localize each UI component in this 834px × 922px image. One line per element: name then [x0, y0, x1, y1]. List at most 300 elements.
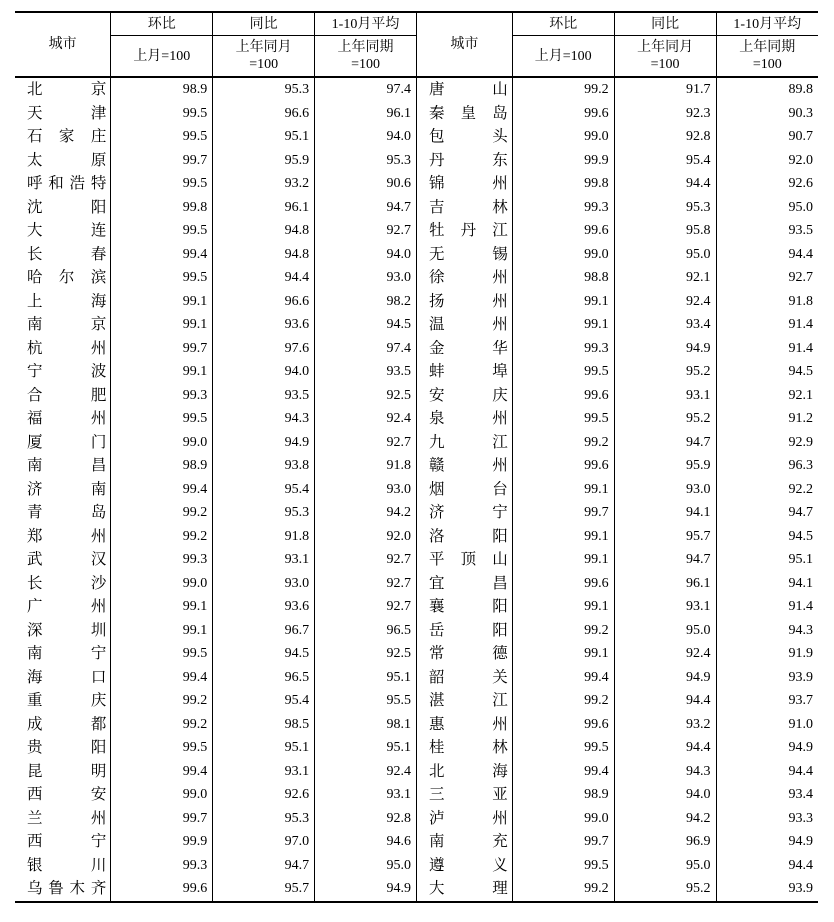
cell-avg-right: 89.8	[716, 77, 818, 102]
header-avg-base-line2: =100	[752, 57, 782, 72]
cell-avg-right: 93.3	[716, 807, 818, 831]
cell-avg-left: 92.4	[315, 760, 417, 784]
cell-city-right: 泸州	[416, 807, 512, 831]
cell-mom-left: 99.5	[111, 125, 213, 149]
cell-yoy-left: 95.9	[213, 149, 315, 173]
cell-avg-right: 96.3	[716, 454, 818, 478]
cell-city-left: 昆明	[27, 761, 107, 780]
cell-yoy-left: 98.5	[213, 713, 315, 737]
cell-yoy-right: 96.1	[614, 572, 716, 596]
header-avg-base-line1: 上年同期	[337, 40, 394, 55]
table-row	[15, 877, 818, 902]
cell-yoy-left: 95.1	[213, 736, 315, 760]
cell-mom-right: 99.6	[512, 384, 614, 408]
cell-avg-left: 92.7	[315, 219, 417, 243]
table-row	[15, 736, 818, 760]
cell-yoy-left: 94.8	[213, 219, 315, 243]
cell-avg-right: 91.2	[716, 407, 818, 431]
header-city-right: 城市	[416, 12, 512, 77]
cell-yoy-right: 94.4	[614, 172, 716, 196]
cell-avg-right: 91.4	[716, 337, 818, 361]
cell-city-right: 九江	[416, 431, 512, 455]
cell-avg-left: 96.5	[315, 619, 417, 643]
cell-mom-right: 99.2	[512, 689, 614, 713]
cell-avg-left: 92.4	[315, 407, 417, 431]
cell-mom-left: 99.5	[111, 102, 213, 126]
cell-avg-right: 94.9	[716, 830, 818, 854]
cell-yoy-right: 92.1	[614, 266, 716, 290]
table-row	[15, 266, 818, 290]
cell-yoy-left: 95.3	[213, 501, 315, 525]
cell-avg-left: 92.0	[315, 525, 417, 549]
cell-city-left: 宁波	[27, 362, 107, 381]
cell-city-right: 三亚	[416, 783, 512, 807]
cell-avg-right: 95.1	[716, 548, 818, 572]
cell-city-left: 上海	[27, 291, 107, 310]
table-row	[15, 77, 818, 102]
table-header	[15, 12, 818, 77]
cell-yoy-right: 95.2	[614, 407, 716, 431]
cell-city-left: 西安	[27, 785, 107, 804]
cell-city-left: 成都	[27, 714, 107, 733]
cell-mom-right: 99.5	[512, 854, 614, 878]
cell-yoy-right: 95.2	[614, 877, 716, 902]
cell-mom-left: 98.9	[111, 454, 213, 478]
cell-avg-left: 95.0	[315, 854, 417, 878]
cell-avg-left: 92.5	[315, 642, 417, 666]
cell-mom-right: 99.2	[512, 431, 614, 455]
cell-avg-left: 97.4	[315, 337, 417, 361]
cell-mom-right: 98.8	[512, 266, 614, 290]
cell-yoy-right: 93.1	[614, 595, 716, 619]
cell-yoy-left: 95.4	[213, 689, 315, 713]
cell-avg-left: 92.7	[315, 548, 417, 572]
cell-mom-right: 99.1	[512, 313, 614, 337]
cell-yoy-right: 95.0	[614, 854, 716, 878]
cell-city-right: 丹东	[416, 149, 512, 173]
cell-city-right: 包头	[416, 125, 512, 149]
cell-avg-right: 92.9	[716, 431, 818, 455]
table-row	[15, 572, 818, 596]
cell-yoy-right: 94.7	[614, 431, 716, 455]
header-avg-base-line2: =100	[351, 57, 380, 72]
cell-mom-left: 99.3	[111, 384, 213, 408]
cell-mom-right: 99.6	[512, 572, 614, 596]
cell-city-left: 重庆	[27, 691, 107, 710]
cell-avg-left: 94.9	[315, 877, 417, 902]
cell-city-right: 大理	[416, 877, 512, 902]
cell-city-right: 惠州	[416, 713, 512, 737]
cell-city-left: 天津	[27, 103, 107, 122]
cell-city-left: 深圳	[27, 620, 107, 639]
cell-mom-left: 99.3	[111, 548, 213, 572]
table-row	[15, 243, 818, 267]
cell-yoy-right: 92.4	[614, 290, 716, 314]
cell-yoy-right: 95.0	[614, 619, 716, 643]
cell-mom-right: 99.6	[512, 102, 614, 126]
cell-yoy-left: 96.6	[213, 102, 315, 126]
cell-mom-right: 99.3	[512, 196, 614, 220]
cell-mom-right: 99.2	[512, 77, 614, 102]
cell-city-right: 金华	[416, 337, 512, 361]
cell-yoy-left: 96.6	[213, 290, 315, 314]
cell-mom-right: 99.9	[512, 149, 614, 173]
cell-mom-right: 99.6	[512, 219, 614, 243]
cell-mom-right: 99.8	[512, 172, 614, 196]
cell-city-left: 石家庄	[27, 127, 107, 146]
cell-avg-left: 95.3	[315, 149, 417, 173]
header-yoy-base-line2: =100	[249, 57, 279, 72]
cell-yoy-right: 94.1	[614, 501, 716, 525]
cell-city-right: 襄阳	[416, 595, 512, 619]
header-avg-base-left	[315, 36, 417, 78]
cell-avg-left: 95.1	[315, 736, 417, 760]
cell-mom-left: 99.4	[111, 478, 213, 502]
cell-mom-left: 99.4	[111, 666, 213, 690]
cell-avg-right: 95.0	[716, 196, 818, 220]
cell-avg-right: 93.9	[716, 666, 818, 690]
cell-yoy-right: 92.4	[614, 642, 716, 666]
cell-yoy-left: 93.0	[213, 572, 315, 596]
cell-mom-right: 99.1	[512, 595, 614, 619]
table-row	[15, 337, 818, 361]
cell-city-right: 扬州	[416, 290, 512, 314]
table-row	[15, 125, 818, 149]
cell-mom-left: 98.9	[111, 77, 213, 102]
cell-yoy-right: 94.4	[614, 689, 716, 713]
header-yoy-base-left	[213, 36, 315, 78]
cell-avg-right: 94.7	[716, 501, 818, 525]
cell-avg-right: 94.9	[716, 736, 818, 760]
cell-city-right: 吉林	[416, 196, 512, 220]
cell-avg-right: 93.4	[716, 783, 818, 807]
cell-yoy-left: 94.4	[213, 266, 315, 290]
cell-mom-left: 99.0	[111, 783, 213, 807]
cell-city-right: 秦皇岛	[416, 102, 512, 126]
cell-avg-right: 93.9	[716, 877, 818, 902]
cell-yoy-left: 95.3	[213, 77, 315, 102]
header-mom-base-left: 上月=100	[111, 36, 213, 78]
cell-city-right: 烟台	[416, 478, 512, 502]
cell-city-left: 南宁	[27, 644, 107, 663]
cell-avg-right: 91.4	[716, 595, 818, 619]
cell-mom-left: 99.1	[111, 360, 213, 384]
cell-avg-right: 93.7	[716, 689, 818, 713]
cell-mom-left: 99.5	[111, 736, 213, 760]
cell-avg-right: 94.4	[716, 760, 818, 784]
cell-yoy-left: 97.6	[213, 337, 315, 361]
cell-city-left: 长春	[27, 244, 107, 263]
table-row	[15, 384, 818, 408]
cell-yoy-left: 96.1	[213, 196, 315, 220]
cell-yoy-left: 93.5	[213, 384, 315, 408]
cell-city-left: 贵阳	[27, 738, 107, 757]
cell-mom-left: 99.6	[111, 877, 213, 902]
cell-mom-left: 99.5	[111, 407, 213, 431]
cell-city-left: 呼和浩特	[27, 174, 107, 193]
cell-yoy-right: 92.8	[614, 125, 716, 149]
cell-yoy-left: 97.0	[213, 830, 315, 854]
cell-avg-right: 94.5	[716, 525, 818, 549]
cell-mom-right: 99.1	[512, 548, 614, 572]
cell-avg-left: 94.2	[315, 501, 417, 525]
cell-avg-right: 91.9	[716, 642, 818, 666]
cell-avg-left: 98.2	[315, 290, 417, 314]
table-row	[15, 619, 818, 643]
cell-yoy-left: 93.2	[213, 172, 315, 196]
header-yoy-base-line1: 上年同月	[235, 40, 292, 55]
header-yoy-left: 同比	[213, 12, 315, 36]
cell-city-right: 南充	[416, 830, 512, 854]
header-mom-base-right: 上月=100	[512, 36, 614, 78]
cell-avg-left: 91.8	[315, 454, 417, 478]
table-row	[15, 525, 818, 549]
cell-yoy-right: 95.4	[614, 149, 716, 173]
cell-avg-right: 92.2	[716, 478, 818, 502]
cell-yoy-right: 93.1	[614, 384, 716, 408]
table-row	[15, 478, 818, 502]
cell-yoy-right: 95.3	[614, 196, 716, 220]
cell-city-right: 常德	[416, 642, 512, 666]
cell-city-left: 厦门	[27, 432, 107, 451]
cell-avg-left: 90.6	[315, 172, 417, 196]
cell-mom-left: 99.0	[111, 431, 213, 455]
header-yoy-base-right	[614, 36, 716, 78]
cell-avg-right: 94.5	[716, 360, 818, 384]
cell-avg-right: 92.1	[716, 384, 818, 408]
cell-yoy-left: 95.3	[213, 807, 315, 831]
cell-city-right: 济宁	[416, 501, 512, 525]
table-row	[15, 595, 818, 619]
table-row	[15, 407, 818, 431]
cell-avg-right: 90.3	[716, 102, 818, 126]
cell-city-right: 北海	[416, 760, 512, 784]
cell-mom-right: 99.6	[512, 454, 614, 478]
cell-yoy-right: 92.3	[614, 102, 716, 126]
cell-city-left: 银川	[27, 855, 107, 874]
cell-avg-left: 94.0	[315, 243, 417, 267]
cell-city-left: 北京	[27, 80, 107, 99]
cell-mom-left: 99.4	[111, 243, 213, 267]
cell-yoy-left: 94.5	[213, 642, 315, 666]
cell-avg-right: 91.0	[716, 713, 818, 737]
cell-mom-left: 99.5	[111, 266, 213, 290]
cell-mom-left: 99.5	[111, 642, 213, 666]
cell-mom-right: 99.7	[512, 830, 614, 854]
cell-avg-left: 93.0	[315, 266, 417, 290]
cell-city-right: 韶关	[416, 666, 512, 690]
cell-city-right: 无锡	[416, 243, 512, 267]
cell-avg-left: 95.1	[315, 666, 417, 690]
cell-avg-right: 94.1	[716, 572, 818, 596]
cell-yoy-left: 93.8	[213, 454, 315, 478]
table-body	[15, 77, 818, 902]
cell-mom-left: 99.7	[111, 807, 213, 831]
table-row	[15, 196, 818, 220]
header-mom-right: 环比	[512, 12, 614, 36]
cell-yoy-right: 95.0	[614, 243, 716, 267]
cell-avg-left: 94.7	[315, 196, 417, 220]
table-row	[15, 807, 818, 831]
price-index-table-container	[15, 11, 818, 903]
cell-city-left: 长沙	[27, 573, 107, 592]
cell-mom-right: 99.0	[512, 243, 614, 267]
cell-city-right: 泉州	[416, 407, 512, 431]
cell-mom-right: 99.5	[512, 407, 614, 431]
cell-avg-right: 94.3	[716, 619, 818, 643]
cell-avg-right: 93.5	[716, 219, 818, 243]
cell-avg-left: 94.0	[315, 125, 417, 149]
cell-city-right: 平顶山	[416, 548, 512, 572]
cell-city-left: 合肥	[27, 385, 107, 404]
table-row	[15, 102, 818, 126]
cell-avg-left: 97.4	[315, 77, 417, 102]
table-row	[15, 548, 818, 572]
cell-city-left: 福州	[27, 409, 107, 428]
table-row	[15, 360, 818, 384]
cell-mom-left: 99.9	[111, 830, 213, 854]
cell-city-right: 桂林	[416, 736, 512, 760]
table-row	[15, 783, 818, 807]
cell-yoy-left: 93.1	[213, 760, 315, 784]
cell-mom-left: 99.1	[111, 290, 213, 314]
cell-avg-left: 92.5	[315, 384, 417, 408]
table-row	[15, 830, 818, 854]
cell-city-right: 湛江	[416, 689, 512, 713]
cell-yoy-right: 94.9	[614, 666, 716, 690]
cell-yoy-left: 95.1	[213, 125, 315, 149]
table-row	[15, 642, 818, 666]
cell-city-left: 沈阳	[27, 197, 107, 216]
cell-yoy-left: 93.1	[213, 548, 315, 572]
cell-city-left: 郑州	[27, 526, 107, 545]
cell-city-left: 青岛	[27, 503, 107, 522]
cell-mom-right: 99.2	[512, 619, 614, 643]
cell-avg-right: 91.8	[716, 290, 818, 314]
header-avg-base-line1: 上年同期	[739, 40, 796, 55]
cell-city-right: 温州	[416, 313, 512, 337]
table-row	[15, 854, 818, 878]
cell-mom-left: 99.3	[111, 854, 213, 878]
cell-yoy-right: 94.2	[614, 807, 716, 831]
cell-yoy-right: 93.0	[614, 478, 716, 502]
cell-avg-right: 94.4	[716, 243, 818, 267]
cell-yoy-left: 91.8	[213, 525, 315, 549]
cell-city-left: 杭州	[27, 338, 107, 357]
cell-mom-right: 99.5	[512, 360, 614, 384]
table-row	[15, 313, 818, 337]
cell-yoy-right: 95.7	[614, 525, 716, 549]
cell-mom-left: 99.5	[111, 219, 213, 243]
cell-avg-left: 92.7	[315, 595, 417, 619]
cell-city-right: 牡丹江	[416, 219, 512, 243]
cell-city-left: 兰州	[27, 808, 107, 827]
cell-city-left: 广州	[27, 597, 107, 616]
cell-city-right: 徐州	[416, 266, 512, 290]
table-row	[15, 149, 818, 173]
cell-city-left: 乌鲁木齐	[15, 877, 111, 902]
cell-avg-left: 93.1	[315, 783, 417, 807]
cell-yoy-left: 95.7	[213, 877, 315, 902]
cell-yoy-right: 94.4	[614, 736, 716, 760]
cell-city-left: 西宁	[27, 832, 107, 851]
cell-avg-right: 92.6	[716, 172, 818, 196]
cell-mom-right: 99.0	[512, 125, 614, 149]
cell-mom-left: 99.1	[111, 619, 213, 643]
cell-avg-right: 94.4	[716, 854, 818, 878]
cell-mom-right: 99.0	[512, 807, 614, 831]
cell-yoy-right: 95.9	[614, 454, 716, 478]
cell-yoy-right: 94.0	[614, 783, 716, 807]
cell-yoy-left: 94.7	[213, 854, 315, 878]
cell-mom-left: 99.2	[111, 713, 213, 737]
header-avg-base-right	[716, 36, 818, 78]
table-row	[15, 172, 818, 196]
cell-yoy-right: 91.7	[614, 77, 716, 102]
table-row	[15, 290, 818, 314]
cell-avg-left: 92.7	[315, 431, 417, 455]
cell-avg-left: 93.5	[315, 360, 417, 384]
cell-city-right: 唐山	[416, 77, 512, 102]
table-row	[15, 666, 818, 690]
cell-avg-left: 98.1	[315, 713, 417, 737]
header-yoy-base-line1: 上年同月	[637, 40, 694, 55]
price-index-table	[15, 11, 818, 903]
table-row	[15, 431, 818, 455]
cell-mom-right: 99.5	[512, 736, 614, 760]
cell-mom-left: 99.0	[111, 572, 213, 596]
cell-city-left: 太原	[27, 150, 107, 169]
header-city-left: 城市	[15, 12, 111, 77]
cell-mom-right: 99.7	[512, 501, 614, 525]
table-row	[15, 219, 818, 243]
cell-city-right: 赣州	[416, 454, 512, 478]
cell-mom-right: 99.1	[512, 525, 614, 549]
cell-yoy-left: 94.3	[213, 407, 315, 431]
cell-city-left: 南京	[27, 315, 107, 334]
cell-yoy-right: 93.4	[614, 313, 716, 337]
cell-avg-left: 95.5	[315, 689, 417, 713]
cell-yoy-right: 93.2	[614, 713, 716, 737]
cell-mom-left: 99.1	[111, 313, 213, 337]
cell-city-right: 宜昌	[416, 572, 512, 596]
cell-mom-left: 99.4	[111, 760, 213, 784]
cell-mom-right: 99.4	[512, 666, 614, 690]
cell-yoy-left: 94.0	[213, 360, 315, 384]
cell-city-right: 遵义	[416, 854, 512, 878]
cell-mom-right: 99.3	[512, 337, 614, 361]
cell-mom-left: 99.7	[111, 149, 213, 173]
cell-mom-left: 99.2	[111, 525, 213, 549]
cell-avg-right: 92.0	[716, 149, 818, 173]
cell-mom-right: 99.4	[512, 760, 614, 784]
header-yoy-right: 同比	[614, 12, 716, 36]
table-row	[15, 454, 818, 478]
cell-city-left: 武汉	[27, 550, 107, 569]
cell-city-right: 锦州	[416, 172, 512, 196]
header-yoy-base-line2: =100	[650, 57, 680, 72]
cell-avg-right: 90.7	[716, 125, 818, 149]
cell-yoy-right: 94.3	[614, 760, 716, 784]
cell-yoy-left: 93.6	[213, 595, 315, 619]
cell-avg-left: 96.1	[315, 102, 417, 126]
cell-mom-left: 99.2	[111, 689, 213, 713]
cell-yoy-right: 94.9	[614, 337, 716, 361]
cell-city-right: 岳阳	[416, 619, 512, 643]
cell-mom-right: 99.6	[512, 713, 614, 737]
cell-yoy-left: 94.9	[213, 431, 315, 455]
header-mom-left: 环比	[111, 12, 213, 36]
